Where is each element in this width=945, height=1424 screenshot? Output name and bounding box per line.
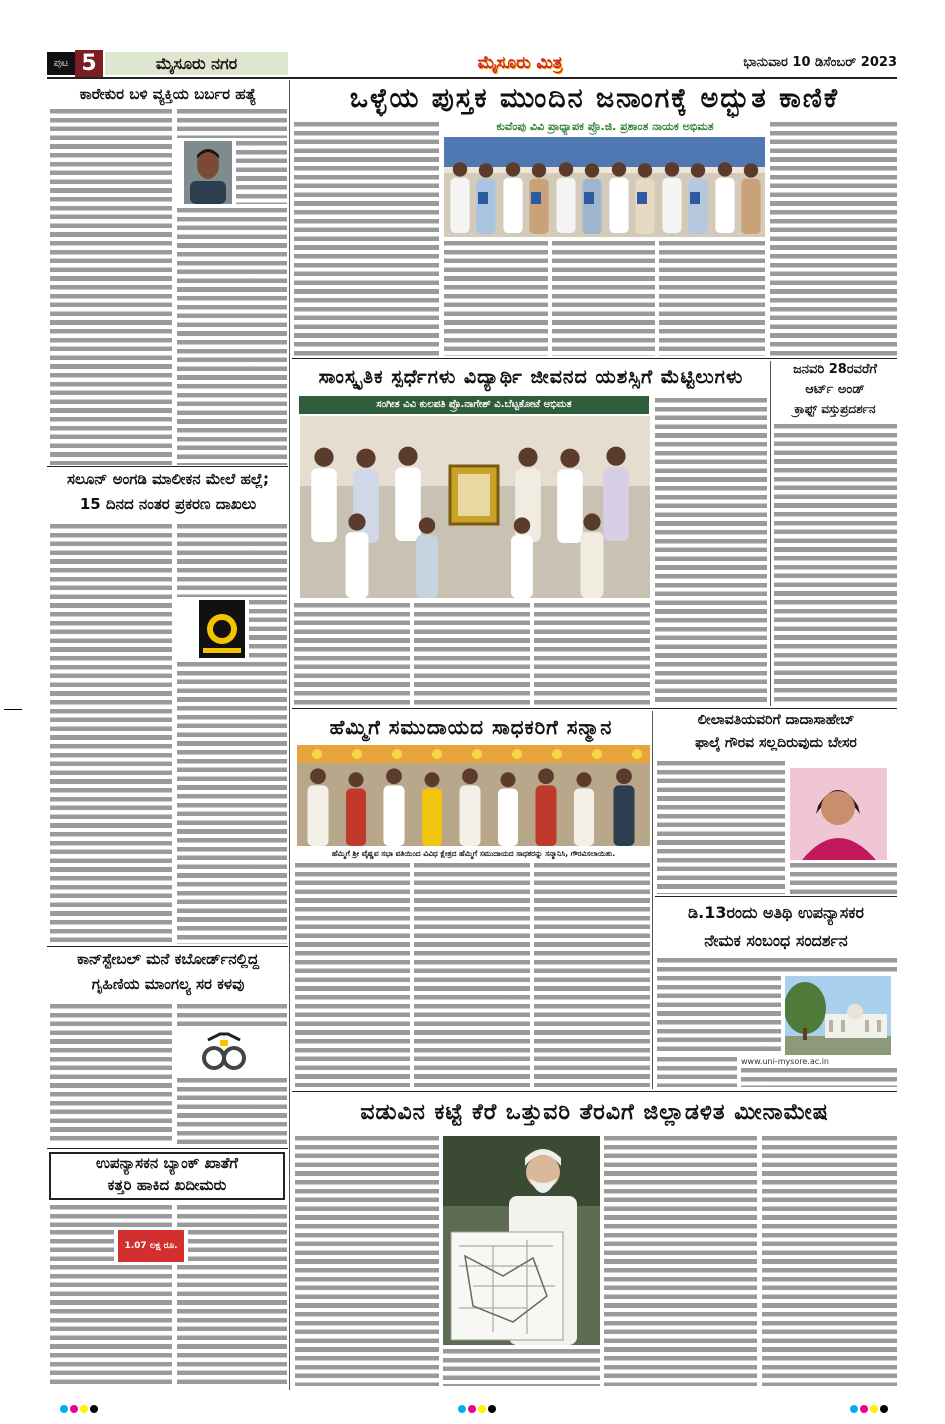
column-divider	[289, 80, 290, 1390]
website-link-text: www.uni-mysore.ac.in	[741, 1057, 851, 1067]
article-body-text	[534, 603, 650, 705]
column-divider	[652, 711, 653, 1089]
headline-art-craft-line3: ಕ್ರಾಫ್ಟ್ ವಸ್ತುಪ್ರದರ್ಶನ	[794, 402, 876, 416]
article-body-text	[294, 603, 410, 705]
lake-encroachment-photo	[443, 1136, 600, 1345]
article-body-text	[534, 863, 650, 1087]
registration-dot-cyan	[850, 1405, 858, 1413]
registration-dot-cyan	[458, 1405, 466, 1413]
article-body-text	[177, 1265, 287, 1385]
registration-dot-black	[90, 1405, 98, 1413]
headline-good-book: ಒಳ್ಳೆಯ ಪುಸ್ತಕ ಮುಂದಿನ ಜನಾಂಗಕ್ಕೆ ಅದ್ಭುತ ಕಾಣಿಕೆ	[349, 83, 840, 114]
photo-caption: ಹೆಮ್ಮಿಗೆ ಶ್ರೀ ವೈಷ್ಣವ ಸಭಾ ವತಿಯಿಂದ ವಿವಿಧ ಕ್ಷೇತ್ರದ ಹೆಮ್ಮಿಗೆ ಸಮುದಾಯದ ಸಾಧಕರನ್ನು ಸನ್ಮಾನಿಸಿ, ಗೌರವಿಸಲಾಯಿತು.	[331, 849, 616, 858]
felicitation-photo	[297, 745, 650, 846]
article-body-text	[177, 1004, 287, 1028]
headline-hemmige: ಹೆಮ್ಮಿಗೆ ಸಮುದಾಯದ ಸಾಧಕರಿಗೆ ಸನ್ಮಾನ	[329, 715, 613, 739]
headline-guest-lecturer-line2: ನೇಮಕ ಸಂಬಂಧ ಸಂದರ್ಶನ	[704, 931, 848, 950]
article-body-text	[655, 398, 767, 705]
headline-constable-line2: ಗೃಹಿಣಿಯ ಮಾಂಗಲ್ಯ ಸರ ಕಳವು	[91, 975, 245, 993]
section-title: ಮೈಸೂರು ನಗರ	[105, 52, 288, 75]
article-rule	[47, 1148, 288, 1149]
article-body-text	[414, 603, 530, 705]
headline-leelavathi-line2: ಫಾಲ್ಕೆ ಗೌರವ ಸಲ್ಲದಿರುವುದು ಬೇಸರ	[695, 735, 857, 751]
article-body-text	[188, 1230, 287, 1262]
crop-mark	[4, 709, 22, 710]
article-body-text	[741, 1068, 897, 1087]
article-body-text	[50, 524, 172, 944]
page-label-badge: ಪುಟ	[47, 52, 75, 75]
headline-salon-line2: 15 ದಿನದ ನಂತರ ಪ್ರಕರಣ ದಾಖಲು	[79, 495, 257, 513]
headline-constable-line1: ಕಾನ್‌ಸ್ಟೇಬಲ್ ಮನೆ ಕಬೋರ್ಡ್‌ನಲ್ಲಿದ್ದ	[76, 950, 259, 968]
article-body-text	[295, 863, 410, 1087]
registration-dot-black	[488, 1405, 496, 1413]
registration-dot-magenta	[860, 1405, 868, 1413]
registration-dot-yellow	[870, 1405, 878, 1413]
article-body-text	[657, 761, 785, 894]
article-body-text	[657, 958, 897, 973]
registration-dot-magenta	[70, 1405, 78, 1413]
article-body-text	[414, 863, 530, 1087]
headline-art-craft-line1: ಜನವರಿ 28ರವರೆಗೆ	[793, 362, 877, 377]
headline-karekura: ಕಾರೇಕುರ ಬಳಿ ವ್ಯಕ್ತಿಯ ಬರ್ಬರ ಹತ್ಯೆ	[79, 85, 257, 103]
article-body-text	[177, 1078, 287, 1145]
headline-leelavathi-line1: ಲೀಲಾವತಿಯವರಿಗೆ ದಾದಾಸಾಹೇಬ್	[697, 712, 855, 728]
issue-date: ಭಾನುವಾರ 10 ಡಿಸೆಂಬರ್ 2023	[743, 55, 897, 70]
victim-photo	[184, 141, 232, 204]
headline-lecturer-bank-line2: ಕತ್ತರಿ ಹಾಕಿದ ಖದೀಮರು	[107, 1176, 227, 1194]
book-release-photo	[444, 137, 765, 237]
article-body-text	[50, 1205, 172, 1227]
article-rule	[655, 896, 897, 897]
article-body-text	[50, 109, 172, 465]
article-body-text	[236, 141, 287, 204]
registration-dot-yellow	[80, 1405, 88, 1413]
article-rule	[47, 466, 288, 467]
article-body-text	[659, 241, 765, 356]
cultural-event-photo	[300, 416, 650, 598]
registration-dot-magenta	[468, 1405, 476, 1413]
headline-art-craft-line2: ಆರ್ಟ್ ಅಂಡ್	[805, 382, 865, 397]
registration-dot-cyan	[60, 1405, 68, 1413]
article-body-text	[294, 122, 439, 356]
article-body-text	[790, 863, 897, 894]
university-building-photo	[785, 976, 891, 1055]
article-body-text	[50, 1265, 172, 1385]
leelavathi-photo	[790, 768, 887, 860]
headline-lecturer-bank-line1: ಉಪನ್ಯಾಸಕನ ಬ್ಯಾಂಕ್ ಖಾತೆಗೆ	[95, 1154, 239, 1172]
registration-dot-black	[880, 1405, 888, 1413]
masthead-logo: ಮೈಸೂರು ಮಿತ್ರ	[477, 53, 563, 73]
article-body-text	[657, 976, 781, 1052]
article-rule	[47, 946, 288, 947]
article-rule	[292, 1091, 897, 1092]
article-body-text	[604, 1136, 757, 1386]
article-body-text	[177, 524, 287, 597]
amount-badge: 1.07 ಲಕ್ಷ ರೂ.	[118, 1230, 184, 1262]
article-body-text	[295, 1136, 439, 1386]
headline-salon-line1: ಸಲೂನ್ ಅಂಗಡಿ ಮಾಲೀಕನ ಮೇಲೆ ಹಲ್ಲೆ;	[67, 470, 269, 488]
subhead-cultural: ಸಂಗೀತ ವಿವಿ ಕುಲಪತಿ ಪ್ರೊ.ನಾಗೇಶ್ ವಿ.ಬೆಟ್ಟಕೋಟೆ ಅಭಿಮತ	[299, 396, 649, 414]
page-number: 5	[75, 50, 103, 77]
article-body-text	[177, 662, 287, 944]
article-body-text	[444, 241, 548, 356]
article-rule	[292, 358, 897, 359]
handcuffs-icon	[200, 1030, 248, 1075]
header-rule	[47, 77, 897, 79]
headline-vaduvina-katte: ವಡುವಿನ ಕಟ್ಟೆ ಕೆರೆ ಒತ್ತುವರಿ ತೆರವಿಗೆ ಜಿಲ್ಲಾಡಳಿತ ಮೀನಾಮೇಷ	[360, 1100, 829, 1125]
crime-badge-icon	[199, 600, 245, 658]
subhead-good-book: ಕುವೆಂಪು ವಿವಿ ಪ್ರಾಧ್ಯಾಪಕ ಪ್ರೊ.ಜಿ. ಪ್ರಶಾಂತ ನಾಯಕ ಅಭಿಮತ	[496, 120, 714, 133]
article-body-text	[177, 1205, 287, 1227]
article-body-text	[770, 122, 897, 356]
article-body-text	[762, 1136, 897, 1386]
headline-guest-lecturer-line1: ಡಿ.13ರಂದು ಅತಿಥಿ ಉಪನ್ಯಾಸಕರ	[688, 903, 864, 922]
article-body-text	[249, 600, 287, 658]
article-body-text	[774, 424, 897, 705]
article-body-text	[443, 1349, 600, 1386]
registration-dot-yellow	[478, 1405, 486, 1413]
article-body-text	[657, 1057, 737, 1087]
article-body-text	[177, 109, 287, 138]
article-body-text	[50, 1004, 172, 1145]
headline-cultural: ಸಾಂಸ್ಕೃತಿಕ ಸ್ಪರ್ಧೆಗಳು ವಿದ್ಯಾರ್ಥಿ ಜೀವನದ ಯಶಸ್ಸಿಗೆ ಮೆಟ್ಟಿಲುಗಳು	[318, 366, 744, 388]
article-body-text	[177, 208, 287, 465]
article-body-text	[50, 1230, 114, 1262]
column-divider	[770, 361, 771, 706]
article-body-text	[552, 241, 655, 356]
article-rule	[292, 708, 897, 709]
